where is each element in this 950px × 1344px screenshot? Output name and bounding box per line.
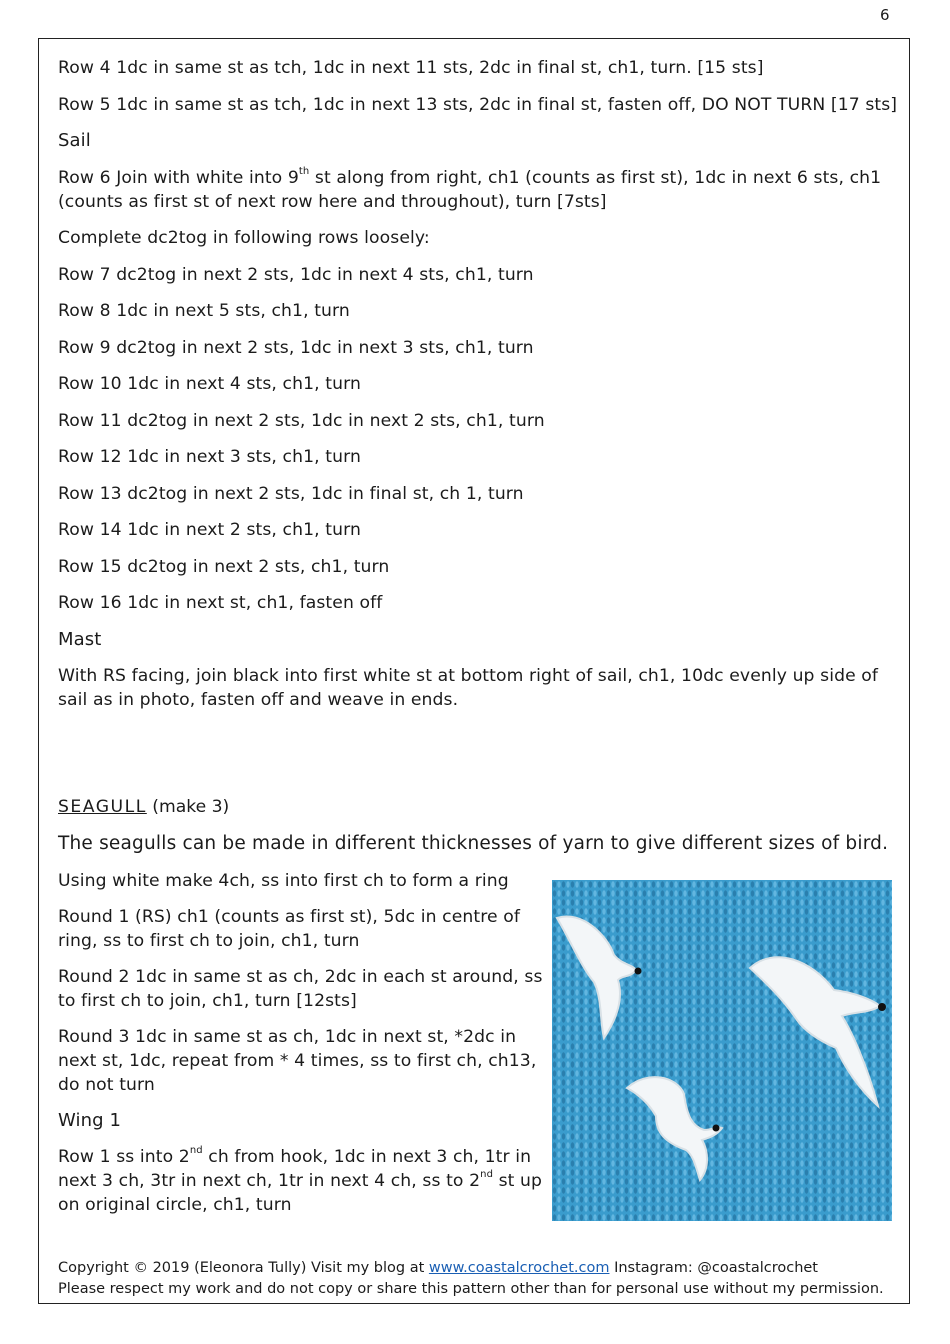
mast-heading: Mast [58, 628, 102, 650]
page-number: 6 [880, 6, 890, 24]
pattern-row: Row 10 1dc in next 4 sts, ch1, turn [58, 374, 361, 394]
blog-link[interactable]: www.coastalcrochet.com [428, 1260, 610, 1276]
round-1: Round 1 (RS) ch1 (counts as first st), 5dc in centre of ring, ss to first ch to join, ch1, turn [58, 907, 520, 951]
pattern-row: Row 13 dc2tog in next 2 sts, 1dc in final st, ch 1, turn [58, 483, 524, 504]
round-3: Round 3 1dc in same st as ch, 1dc in next st, *2dc in next st, 1dc, repeat from * 4 times, ss to first ch, ch13, do not turn [58, 1027, 537, 1095]
pattern-row: Row 9 dc2tog in next 2 sts, 1dc in next 3 sts, ch1, turn [58, 337, 534, 358]
pattern-row: Row 7 dc2tog in next 2 sts, 1dc in next 4 sts, ch1, turn [58, 264, 534, 285]
seagull-intro: The seagulls can be made in different thicknesses of yarn to give different sizes of bird. [58, 833, 889, 854]
pattern-row: Row 5 1dc in same st as tch, 1dc in next 13 sts, 2dc in final st, fasten off, DO NOT TURN [17 sts] [58, 94, 898, 115]
copyright-line: Copyright © 2019 (Eleonora Tully) Visit my blog at www.coastalcrochet.com Instagram: @coastalcrochet [58, 1260, 818, 1276]
wing-heading: Wing 1 [58, 1110, 122, 1131]
permission-notice: Please respect my work and do not copy or share this pattern other than for personal use without my permission. [58, 1281, 884, 1297]
pattern-row: Row 12 1dc in next 3 sts, ch1, turn [58, 447, 361, 467]
pattern-row: Row 8 1dc in next 5 sts, ch1, turn [58, 301, 350, 321]
dc2tog-note: Complete dc2tog in following rows loosely: [58, 228, 430, 248]
footer [58, 1258, 884, 1300]
round-2: Round 2 1dc in same st as ch, 2dc in each st around, ss to first ch to join, ch1, turn [12sts] [58, 967, 543, 1011]
wing-row-1: Row 1 ss into 2nd ch from hook, 1dc in next 3 ch, 1tr in next 3 ch, 3tr in next ch, 1tr in next 4 ch, ss to 2nd st up on original circle, ch1, turn [58, 1145, 543, 1215]
seagull-instructions [58, 869, 543, 1229]
seagull-section-title: SEAGULL (make 3) [58, 797, 230, 817]
pattern-top-section [58, 56, 898, 725]
pattern-row: Row 11 dc2tog in next 2 sts, 1dc in next 2 sts, ch1, turn [58, 410, 545, 431]
seagull-start: Using white make 4ch, ss into first ch to form a ring [58, 871, 509, 891]
pattern-row: Row 16 1dc in next st, ch1, fasten off [58, 593, 383, 613]
mast-text: With RS facing, join black into first white st at bottom right of sail, ch1, 10dc evenly up side of sail as in photo, fasten off and weave in ends. [58, 666, 879, 710]
sail-heading: Sail [58, 130, 91, 151]
seagull-photo [552, 880, 892, 1221]
pattern-row: Row 14 1dc in next 2 sts, ch1, turn [58, 520, 361, 540]
pattern-row: Row 4 1dc in same st as tch, 1dc in next 11 sts, 2dc in final st, ch1, turn. [15 sts] [58, 58, 764, 78]
pattern-row-6: Row 6 Join with white into 9th st along from right, ch1 (counts as first st), 1dc in next 6 sts, ch1 (counts as first st of next row here and throughout), turn [7sts] [58, 165, 882, 212]
pattern-row: Row 15 dc2tog in next 2 sts, ch1, turn [58, 556, 390, 577]
